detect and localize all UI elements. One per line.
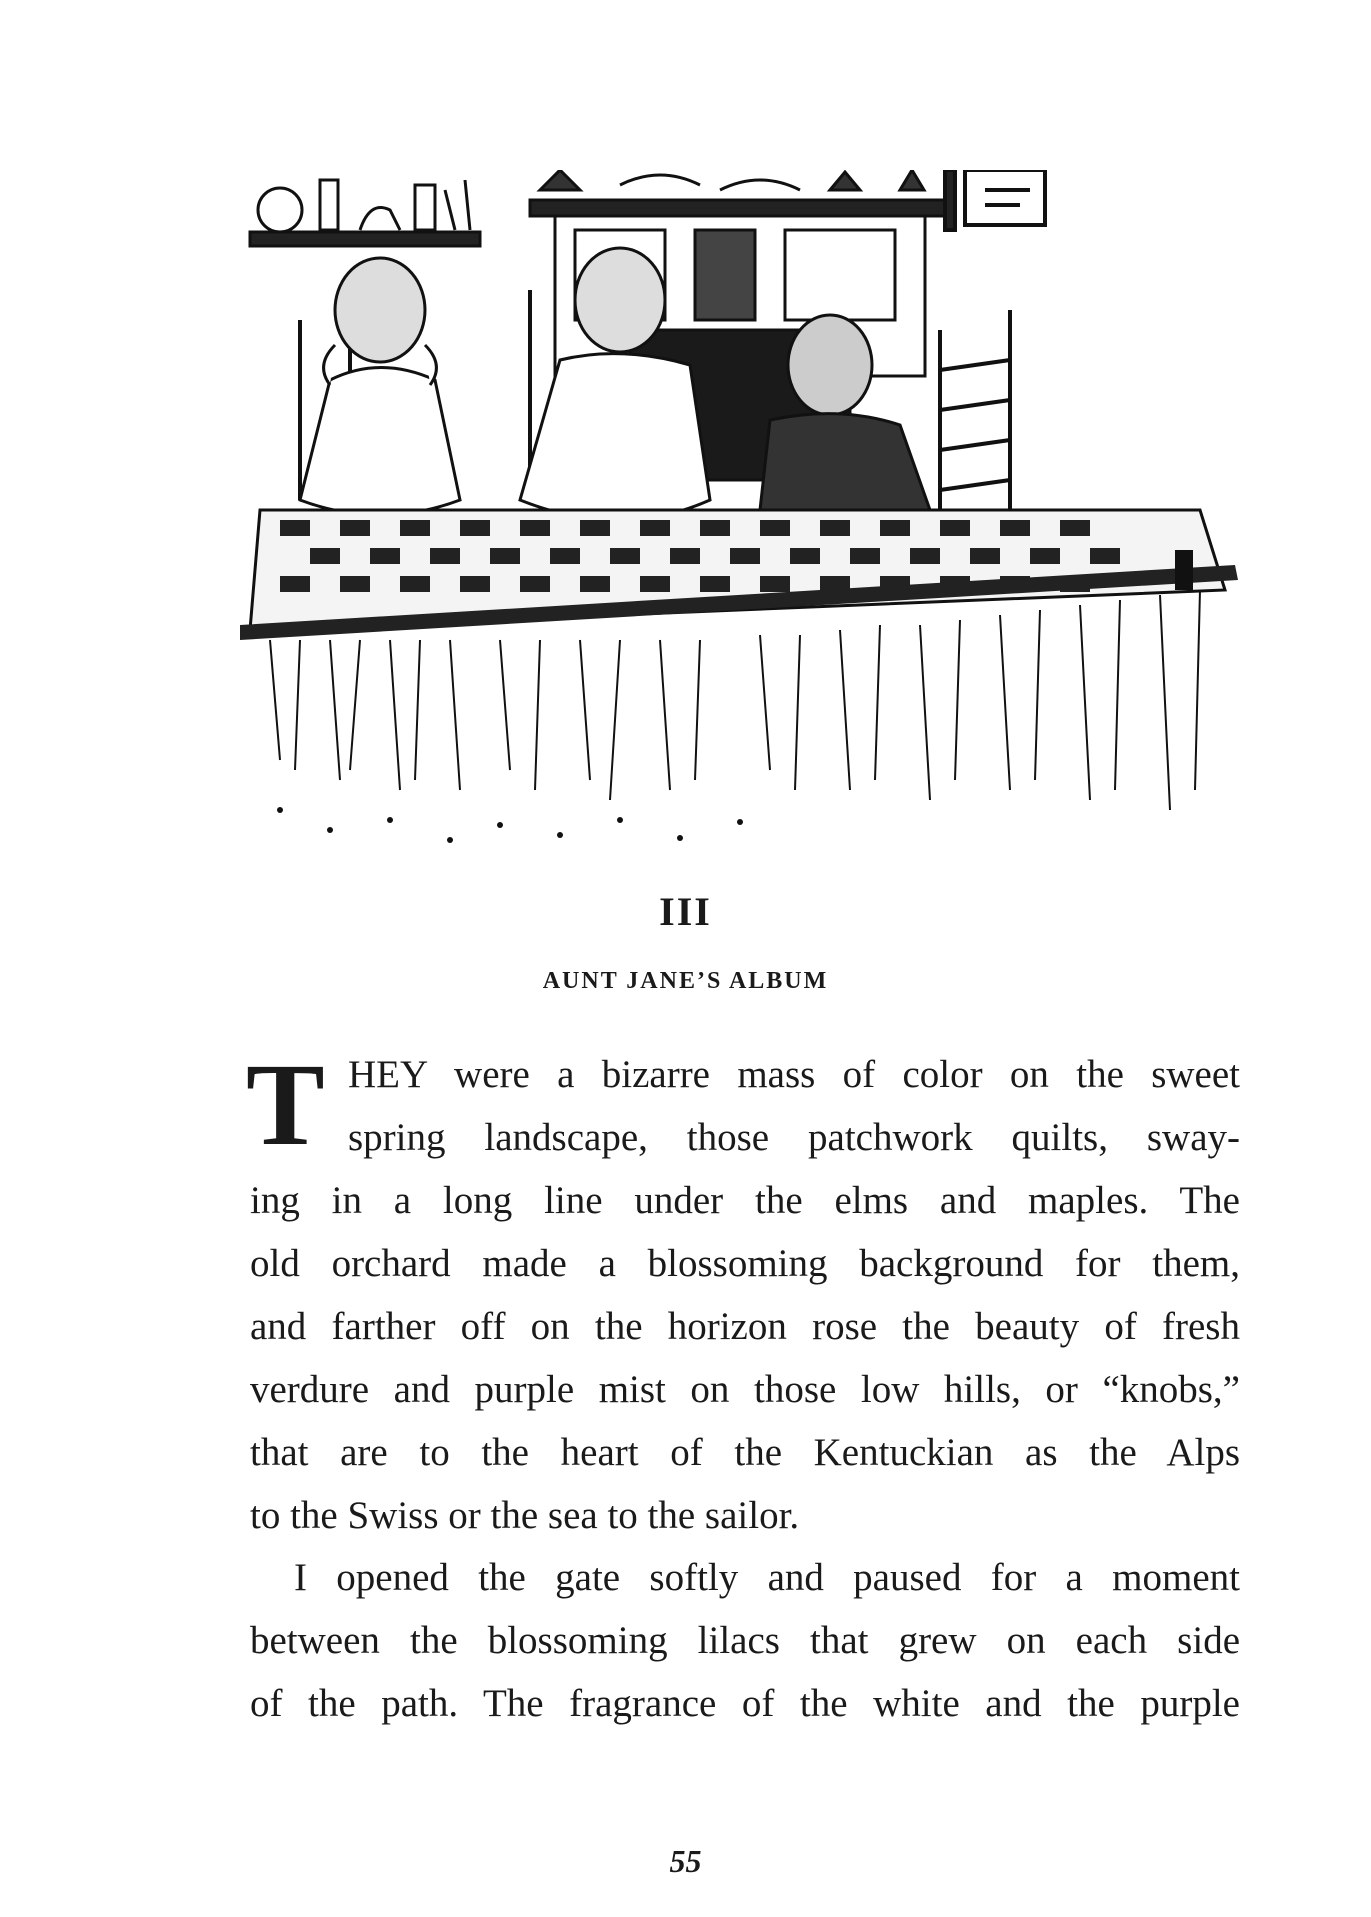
text-line: old orchard made a blossoming background for them, [250,1242,1240,1285]
text-line: verdure and purple mist on those low hills, or “knobs,” [250,1368,1240,1411]
text-line: spring landscape, those patchwork quilts, sway- [348,1116,1240,1159]
paragraph-1 [246,1039,1240,1547]
chapter-title: AUNT JANE’S ALBUM [542,968,829,994]
chapter-number: III [659,889,712,934]
paragraph-2 [250,1546,1240,1735]
text-line: of the path. The fragrance of the white and the purple [250,1682,1240,1725]
drop-cap: T [246,1039,325,1170]
page-number: 55 [669,1843,702,1879]
text-line: I opened the gate softly and paused for a moment [294,1556,1240,1599]
text-line: to the Swiss or the sea to the sailor. [250,1494,800,1537]
text-line: ing in a long line under the elms and maples. The [250,1179,1240,1222]
text-line: between the blossoming lilacs that grew on each side [250,1619,1240,1662]
text-line: and farther off on the horizon rose the beauty of fresh [250,1305,1240,1348]
text-line: that are to the heart of the Kentuckian as the Alps [250,1431,1240,1474]
text-line: HEY were a bizarre mass of color on the sweet [348,1053,1240,1096]
quilting-illustration [240,170,1250,870]
